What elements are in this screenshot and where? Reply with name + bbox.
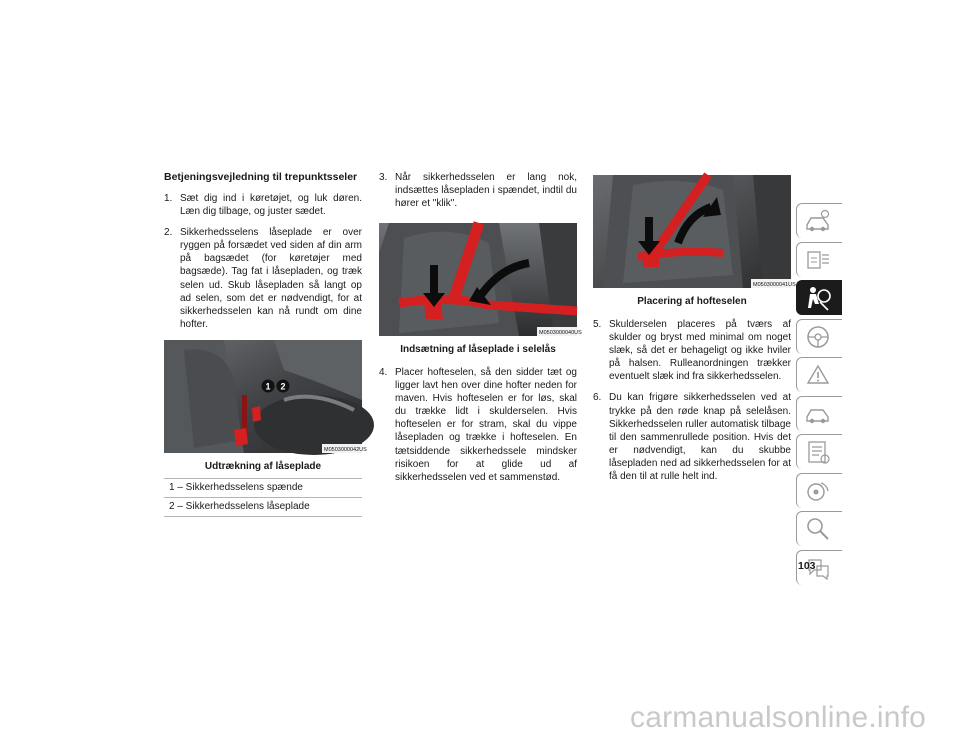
tab-steering[interactable] xyxy=(796,319,842,354)
figure-caption: Placering af hofteselen xyxy=(637,296,747,307)
steps-list-3 xyxy=(379,366,577,492)
tab-airbag[interactable] xyxy=(796,280,842,315)
step-1 xyxy=(164,192,362,218)
figure-lap-belt-photo xyxy=(593,175,796,288)
dashboard-icon xyxy=(803,246,833,274)
step-text: Skulderselen placeres på tværs af skulder og bryst med minimal om noget slæk, så det er behageligt og ikke hviler på halsen. Rulleanordningen trækker eventuelt slæk ind fra sikkerhedsselen. xyxy=(609,319,791,383)
steps-list-4 xyxy=(593,318,791,491)
figure-badge-1: 1 xyxy=(265,381,271,392)
tab-vehicle-service[interactable] xyxy=(796,396,842,431)
figure-buckle-insert-photo xyxy=(379,223,582,336)
tab-dashboard[interactable] xyxy=(796,242,842,277)
legend-item: 2 – Sikkerhedsselens låseplade xyxy=(164,497,362,517)
figure-caption: Indsætning af låseplade i selelås xyxy=(400,344,556,355)
tab-car-info[interactable] xyxy=(796,203,842,238)
step-text: Sikkerhedsselens låseplade er over ryggen på forsædet ved siden af din arm på bagsædet (for køretøjer med bagsæde). Tag fat i låsepladen, og træk selen ud. Skub låsepladen så langt op ad selen, som det er nødvendigt, for at sikkerhedsselen kan nå rundt om dine hofter. xyxy=(180,227,362,330)
step-4 xyxy=(379,366,577,484)
step-number: 6. xyxy=(593,392,602,404)
multimedia-icon xyxy=(803,477,833,505)
step-number: 3. xyxy=(379,172,388,183)
tab-specifications[interactable] xyxy=(796,434,842,469)
figure-caption: Udtrækning af låseplade xyxy=(204,461,322,472)
steering-wheel-icon xyxy=(803,323,833,351)
figure-legend xyxy=(164,478,362,517)
car-info-icon xyxy=(803,207,833,235)
step-2 xyxy=(164,226,362,331)
step-6 xyxy=(593,391,791,483)
search-icon xyxy=(803,515,833,543)
step-5 xyxy=(593,318,791,383)
step-3 xyxy=(379,171,577,210)
step-number: 5. xyxy=(593,319,602,330)
step-text: Placer hofteselen, så den sidder tæt og ligger lavt hen over dine hofter neden for maven. Hvis hofteselen er for løs, skal du trække lidt i skulderselen. Hvis hofteselen er for stram, skal du vippe låsepladen og trække i hofteselen. En tætsiddende sikkerhedssele mindsker risikoen for at glide ud af sikkerhedsselen ved et sammenstød. xyxy=(395,367,577,483)
watermark: carmanualsonline.info xyxy=(630,701,927,734)
figure-badge-2: 2 xyxy=(280,381,286,392)
chapter-tabs xyxy=(796,203,842,588)
steps-list-2 xyxy=(379,171,577,218)
figure-code: M0503000042US xyxy=(324,447,367,453)
step-number: 1. xyxy=(164,193,173,204)
vehicle-service-icon xyxy=(803,400,833,428)
tab-multimedia[interactable] xyxy=(796,473,842,508)
step-text: Sæt dig ind i køretøjet, og luk døren. Læn dig tilbage, og juster sædet. xyxy=(180,193,362,218)
specifications-icon xyxy=(803,438,833,466)
step-text: Du kan frigøre sikkerhedsselen ved at trykke på den røde knap på selelåsen. Sikkerhedsselen ruller automatisk tilbage til den sammenrullede position. Hvis det er nødvendigt, kan du skubbe låsepladen ned ad sikkerhedsselen for at få den til at rulle helt ind. xyxy=(609,392,791,483)
step-number: 2. xyxy=(164,227,173,239)
legend-item: 1 – Sikkerhedsselens spænde xyxy=(164,478,362,497)
warning-lights-icon xyxy=(803,361,833,389)
tab-search[interactable] xyxy=(796,511,842,546)
steps-list-1 xyxy=(164,192,362,339)
step-number: 4. xyxy=(379,367,388,378)
figure-code: M0503000041US xyxy=(753,282,796,288)
airbag-icon xyxy=(803,284,833,312)
figure-buckle-extract-photo xyxy=(164,340,367,453)
tab-warning-lights[interactable] xyxy=(796,357,842,392)
figure-code: M0503000040US xyxy=(539,330,582,336)
step-text: Når sikkerhedsselen er lang nok, indsættes låsepladen i spændet, indtil du hører et "klik". xyxy=(395,172,577,210)
page-number: 103 xyxy=(798,560,816,572)
section-title: Betjeningsvejledning til trepunktsseler xyxy=(164,171,358,183)
